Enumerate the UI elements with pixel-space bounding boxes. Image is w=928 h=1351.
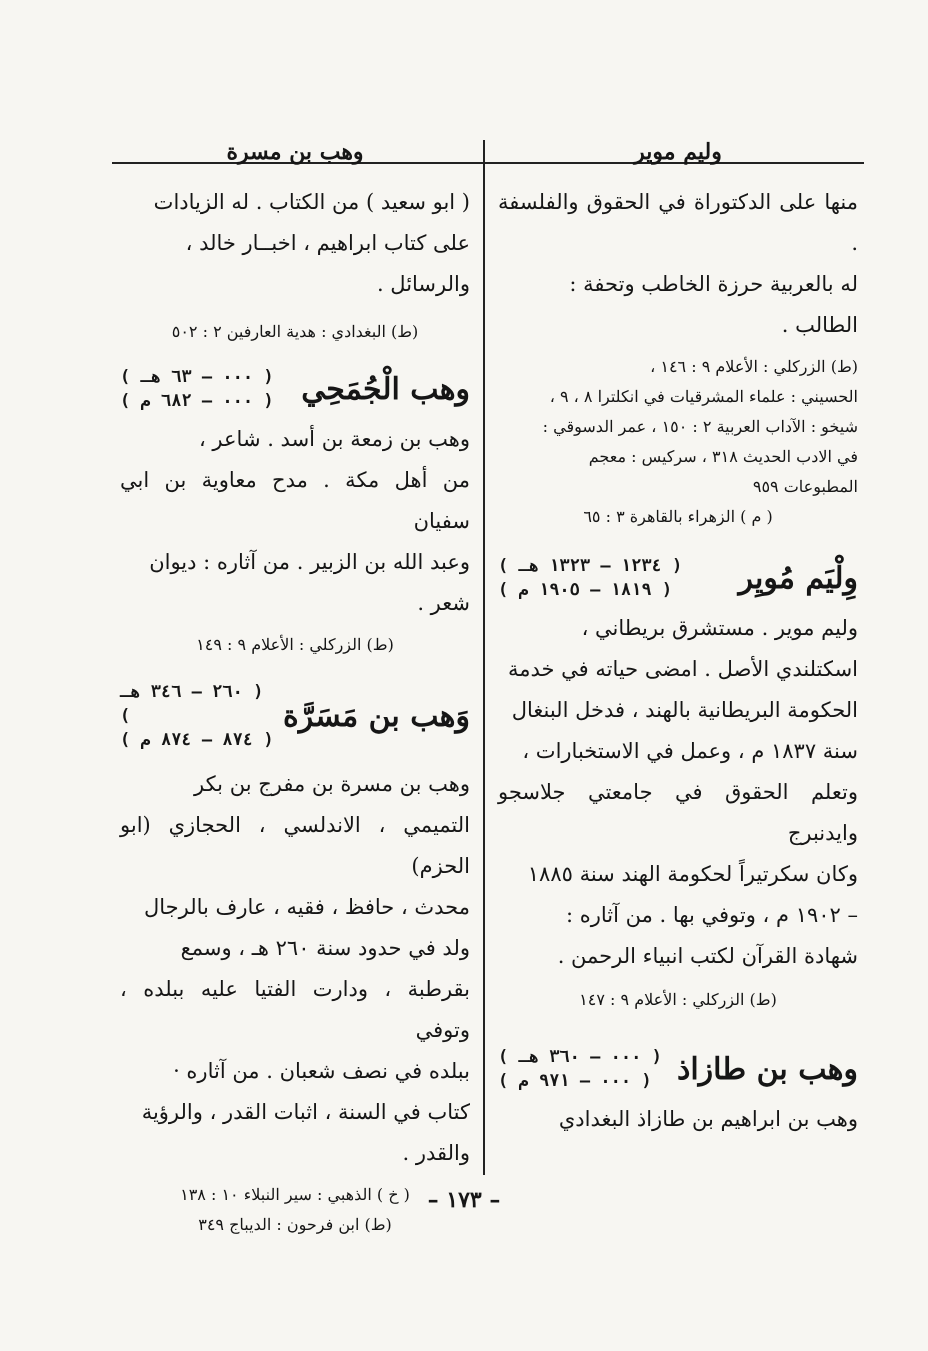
reference-line: في الادب الحديث ٣١٨ ، سركيس : معجم (588, 447, 858, 466)
entry-name: وهب بن طازاذ (676, 1051, 858, 1087)
entry-text (498, 608, 858, 977)
text-line: شهادة القرآن لكتب انبياء الرحمن . (557, 944, 858, 968)
text-line: والقدر . (402, 1141, 470, 1165)
text-line: منها على الدكتوراة في الحقوق والفلسفة . (498, 190, 858, 255)
reference-line: (ط) الزركلي : الأعلام ٩ : ١٤٧ (579, 990, 777, 1009)
text-line: كتاب في السنة ، اثبات القدر ، والرؤية (141, 1100, 470, 1124)
entry-dates (120, 365, 274, 413)
text-line: وهب بن ابراهيم بن طازاذ البغدادي (558, 1107, 858, 1131)
date-hijri: ( ٠٠٠ – ٣٦٠ هـ ) (498, 1047, 662, 1067)
text-line: وعبد الله بن الزبير . من آثاره : ديوان (149, 550, 470, 574)
text-line: التميمي ، الاندلسي ، الحجازي (ابو الحزم) (120, 813, 470, 878)
text-line: والرسائل . (376, 272, 470, 296)
text-line: الطالب . (781, 313, 858, 337)
reference-line: ( م ) الزهراء بالقاهرة ٣ : ٦٥ (583, 507, 773, 526)
left-body (120, 182, 470, 1240)
date-gregorian: ( ٠٠٠ – ٩٧١ م ) (498, 1071, 652, 1091)
entry-dates (498, 1045, 662, 1093)
text-line: وكان سكرتيراً لحكومة الهند سنة ١٨٨٥ (527, 862, 858, 886)
reference-line: شيخو : الآداب العربية ٢ : ١٥٠ ، عمر الدسوقي : (542, 417, 858, 436)
right-running-header: وليم موير (634, 139, 722, 165)
text-line: اسكتلندي الأصل . امضى حياته في خدمة (507, 657, 858, 681)
right-references-1 (498, 352, 858, 502)
entry-heading (498, 554, 858, 602)
entry-dates (120, 680, 283, 752)
text-line: من أهل مكة . مدح معاوية بن ابي سفيان (120, 468, 470, 533)
date-gregorian: ( ٨٧٤ – ٨٧٤ م ) (120, 730, 274, 750)
right-body (498, 182, 858, 1140)
text-line: ( ابو سعيد ) من الكتاب . له الزيادات (153, 190, 470, 214)
reference-line: (ط) البغدادي : هدية العارفين ٢ : ٥٠٢ (171, 322, 419, 341)
page-number: – ١٧٣ – (427, 1187, 501, 1213)
date-hijri: ( ١٢٣٤ – ١٣٢٣ هـ ) (498, 556, 683, 576)
reference-line: (ط) ابن فرحون : الديباج ٣٤٩ (198, 1215, 392, 1234)
column-divider (483, 140, 485, 1175)
entry-heading (498, 1045, 858, 1093)
reference-line: الحسيني : علماء المشرقيات في انكلترا ٨ ، ٩ ، (549, 387, 858, 406)
text-line: وليم موير . مستشرق بريطاني ، (581, 616, 858, 640)
left-running-header: وهب بن مسرة (226, 139, 364, 165)
right-paragraph-1 (498, 182, 858, 346)
entry-name: وَهب بن مَسَرَّة (283, 698, 470, 734)
text-line: شعر . (417, 591, 470, 615)
text-line: الحكومة البريطانية بالهند ، فدخل البنغال (511, 698, 858, 722)
text-line: سنة ١٨٣٧ م ، وعمل في الاستخبارات ، (522, 739, 858, 763)
date-hijri: ( ٢٦٠ – ٣٤٦ هـ ) (120, 682, 264, 726)
text-line: ببلده في نصف شعبان . من آثاره · (173, 1059, 470, 1083)
text-line: وهب بن زمعة بن أسد . شاعر ، (198, 427, 470, 451)
entry-heading (120, 680, 470, 752)
reference-line: ( خ ) الذهبي : سير النبلاء ١٠ : ١٣٨ (180, 1185, 410, 1204)
entry-name: وهب الْجُمَحِي (301, 371, 470, 407)
text-line: له بالعربية حرزة الخاطب وتحفة : (569, 272, 858, 296)
text-line: وهب بن مسرة بن مفرج بن بكر (194, 772, 470, 796)
text-line: بقرطبة ، ودارت الفتيا عليه ببلده ، وتوفي (120, 977, 470, 1042)
entry-dates (498, 554, 682, 602)
text-line: محدث ، حافظ ، فقيه ، عارف بالرجال (144, 895, 470, 919)
date-hijri: ( ٠٠٠ – ٦٣ هـ ) (120, 367, 274, 387)
reference-line: المطبوعات ٩٥٩ (752, 477, 858, 496)
date-gregorian: ( ١٨١٩ – ١٩٠٥ م ) (498, 580, 673, 600)
date-gregorian: ( ٠٠٠ – ٦٨٢ م ) (120, 391, 274, 411)
left-paragraph-1 (120, 182, 470, 305)
entry-name: وِلْيَم مُويِر (738, 560, 858, 596)
text-line: – ١٩٠٢ م ، وتوفي بها . من آثاره : (566, 903, 858, 927)
entry-heading (120, 365, 470, 413)
entry-text (120, 764, 470, 1174)
entry-text (498, 1099, 858, 1140)
entry-text (120, 419, 470, 624)
text-line: وتعلم الحقوق في جامعتي جلاسجو وايدنبرج (498, 780, 858, 845)
text-line: على كتاب ابراهيم ، اخبــار خالد ، (185, 231, 470, 255)
reference-line: (ط) الزركلي : الأعلام ٩ : ١٤٩ (196, 635, 394, 654)
reference-line: (ط) الزركلي : الأعلام ٩ : ١٤٦ ، (650, 357, 858, 376)
text-line: ولد في حدود سنة ٢٦٠ هـ ، وسمع (180, 936, 470, 960)
